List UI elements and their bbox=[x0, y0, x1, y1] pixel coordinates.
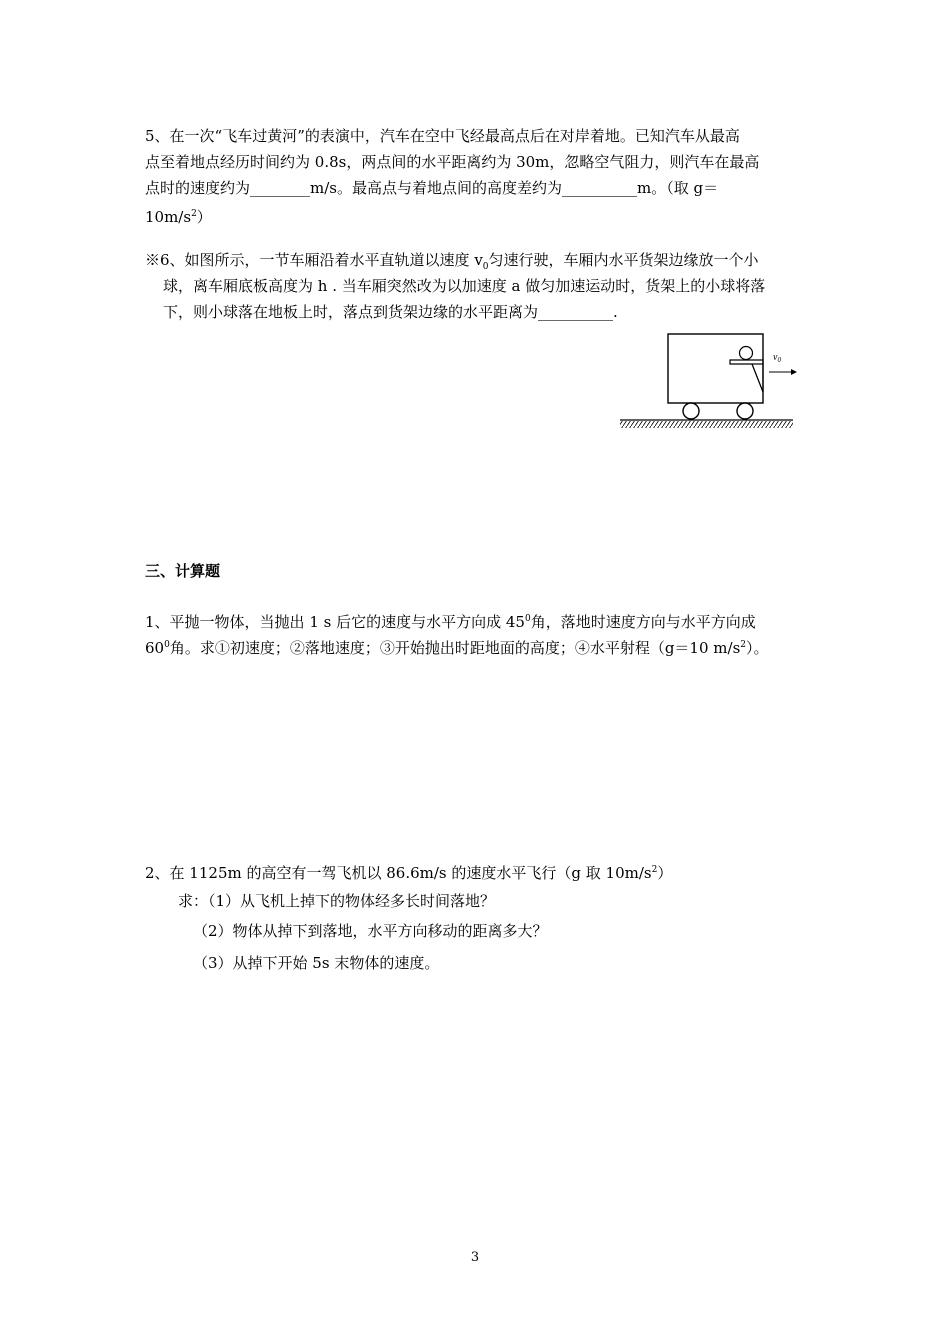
q5-unit-exp: 2 bbox=[191, 209, 197, 219]
c2-exp: 2 bbox=[651, 865, 658, 875]
c2-sub-question-1: 求：（1）从飞机上掉下的物体经多长时间落地？ bbox=[178, 892, 496, 910]
c1-line-1 bbox=[145, 609, 756, 632]
q6-v0-sub: 0 bbox=[482, 262, 489, 272]
wheel-left bbox=[683, 403, 699, 419]
q5-unit: 10m/s bbox=[145, 208, 192, 226]
q5-line-2: 点至着地点经历时间约为 0.8s，两点间的水平距离约为 30m，忽略空气阻力，则汽车在最高 bbox=[145, 153, 760, 171]
q5-line-1: 5、在一次“飞车过黄河”的表演中，汽车在空中飞经最高点后在对岸着地。已知汽车从最高 bbox=[145, 127, 740, 145]
q6-text-b: 匀速行驶，车厢内水平货架边缘放一个小 bbox=[488, 251, 759, 269]
q5-line-3: 点时的速度约为________m/s。最高点与着地点间的高度差约为__________m。（取 g＝ bbox=[145, 179, 719, 197]
c1-angle: 60 bbox=[145, 639, 165, 657]
car-body bbox=[668, 334, 763, 403]
c1-deg-1: 0 bbox=[524, 614, 531, 624]
train-car-figure bbox=[615, 330, 800, 435]
c2-sub-question-3: （3）从掉下开始 5s 末物体的速度。 bbox=[193, 954, 440, 972]
q6-line-1 bbox=[145, 250, 759, 277]
c1-text-a: 1、平抛一物体，当抛出 1 s 后它的速度与水平方向成 45 bbox=[145, 613, 525, 631]
q5-close: ） bbox=[196, 208, 212, 226]
c1-exp: 2 bbox=[740, 640, 746, 650]
section-title: 三、计算题 bbox=[145, 562, 221, 580]
ball bbox=[740, 347, 753, 360]
q5-line-4 bbox=[145, 204, 212, 227]
shelf bbox=[730, 360, 763, 392]
wheel-right bbox=[737, 403, 753, 419]
page-number: 3 bbox=[470, 1250, 480, 1265]
q6-line-2: 球，离车厢底板高度为 h . 当车厢突然改为以加速度 a 做匀加速运动时，货架上的小球将落 bbox=[163, 277, 766, 295]
c1-deg-2: 0 bbox=[164, 640, 170, 650]
c2-text-a: 2、在 1125m 的高空有一驾飞机以 86.6m/s 的速度水平飞行（g 取 10m/s bbox=[145, 864, 652, 882]
q6-line-3: 下，则小球落在地板上时，落点到货架边缘的水平距离为__________. bbox=[163, 303, 618, 321]
c2-line-1 bbox=[145, 860, 672, 883]
c1-text-c: 角。求①初速度；②落地速度；③开始抛出时距地面的高度；④水平射程（g＝10 m/s bbox=[169, 639, 741, 657]
c1-text-b: 角，落地时速度方向与水平方向成 bbox=[530, 613, 756, 631]
c2-close: ） bbox=[657, 864, 673, 882]
velocity-label: $v_0$ bbox=[773, 352, 781, 364]
c1-close: ）。 bbox=[746, 639, 769, 657]
q6-text-a: ※6、如图所示，一节车厢沿着水平直轨道以速度 v bbox=[145, 251, 483, 269]
ground-hatch bbox=[620, 421, 793, 428]
c1-line-2 bbox=[145, 635, 769, 658]
c2-sub-question-2: （2）物体从掉下到落地，水平方向移动的距离多大？ bbox=[193, 922, 548, 940]
